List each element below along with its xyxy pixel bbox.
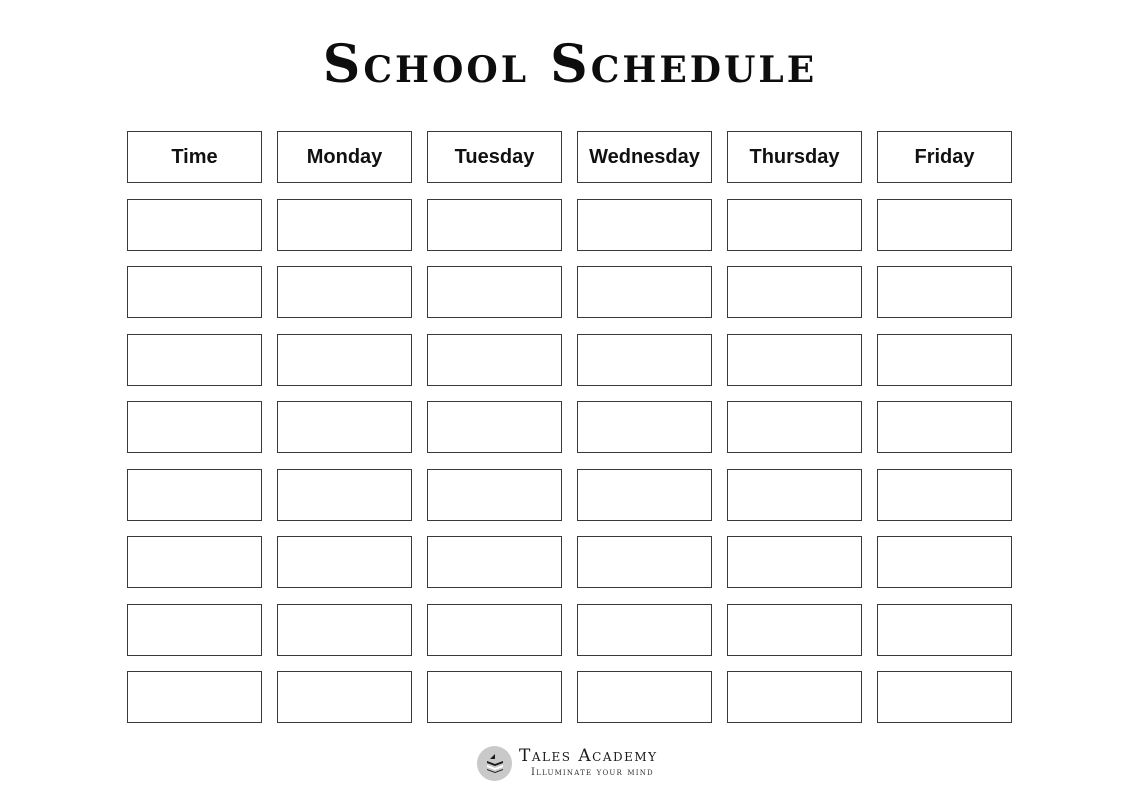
schedule-cell-thursday[interactable] (727, 334, 862, 386)
schedule-cell-monday[interactable] (277, 469, 412, 521)
schedule-cell-wednesday[interactable] (577, 671, 712, 723)
schedule-cell-time[interactable] (127, 671, 262, 723)
footer-brand (477, 745, 658, 781)
book-stack-logo-icon (477, 746, 512, 781)
page-title: School Schedule (322, 34, 818, 95)
schedule-cell-time[interactable] (127, 266, 262, 318)
schedule-cell-tuesday[interactable] (427, 401, 562, 453)
schedule-cell-wednesday[interactable] (577, 604, 712, 656)
schedule-cell-thursday[interactable] (727, 266, 862, 318)
column-header-monday: Monday (277, 131, 412, 183)
schedule-cell-wednesday[interactable] (577, 334, 712, 386)
schedule-cell-thursday[interactable] (727, 604, 862, 656)
column-header-friday: Friday (877, 131, 1012, 183)
column-header-tuesday: Tuesday (427, 131, 562, 183)
schedule-cell-monday[interactable] (277, 266, 412, 318)
schedule-cell-thursday[interactable] (727, 199, 862, 251)
schedule-cell-time[interactable] (127, 199, 262, 251)
schedule-cell-thursday[interactable] (727, 401, 862, 453)
schedule-cell-monday[interactable] (277, 671, 412, 723)
schedule-cell-tuesday[interactable] (427, 604, 562, 656)
schedule-cell-friday[interactable] (877, 604, 1012, 656)
schedule-cell-tuesday[interactable] (427, 199, 562, 251)
column-header-time: Time (127, 131, 262, 183)
schedule-cell-friday[interactable] (877, 401, 1012, 453)
schedule-cell-wednesday[interactable] (577, 401, 712, 453)
column-header-thursday: Thursday (727, 131, 862, 183)
schedule-cell-thursday[interactable] (727, 469, 862, 521)
schedule-cell-wednesday[interactable] (577, 199, 712, 251)
schedule-cell-wednesday[interactable] (577, 266, 712, 318)
schedule-cell-friday[interactable] (877, 671, 1012, 723)
schedule-cell-time[interactable] (127, 469, 262, 521)
schedule-cell-friday[interactable] (877, 334, 1012, 386)
schedule-cell-tuesday[interactable] (427, 334, 562, 386)
brand-tagline: Illuminate your mind (531, 767, 654, 778)
schedule-cell-monday[interactable] (277, 199, 412, 251)
schedule-cell-tuesday[interactable] (427, 671, 562, 723)
schedule-cell-friday[interactable] (877, 536, 1012, 588)
schedule-cell-friday[interactable] (877, 199, 1012, 251)
schedule-cell-time[interactable] (127, 334, 262, 386)
schedule-cell-wednesday[interactable] (577, 536, 712, 588)
schedule-cell-friday[interactable] (877, 266, 1012, 318)
schedule-cell-tuesday[interactable] (427, 536, 562, 588)
schedule-cell-time[interactable] (127, 604, 262, 656)
brand-name: Tales Academy (519, 746, 658, 766)
schedule-cell-monday[interactable] (277, 401, 412, 453)
schedule-cell-time[interactable] (127, 401, 262, 453)
schedule-cell-thursday[interactable] (727, 536, 862, 588)
schedule-cell-monday[interactable] (277, 334, 412, 386)
schedule-table (127, 131, 1012, 723)
schedule-cell-time[interactable] (127, 536, 262, 588)
schedule-cell-monday[interactable] (277, 536, 412, 588)
schedule-cell-tuesday[interactable] (427, 266, 562, 318)
schedule-cell-friday[interactable] (877, 469, 1012, 521)
schedule-cell-wednesday[interactable] (577, 469, 712, 521)
column-header-wednesday: Wednesday (577, 131, 712, 183)
schedule-cell-thursday[interactable] (727, 671, 862, 723)
schedule-cell-tuesday[interactable] (427, 469, 562, 521)
schedule-cell-monday[interactable] (277, 604, 412, 656)
